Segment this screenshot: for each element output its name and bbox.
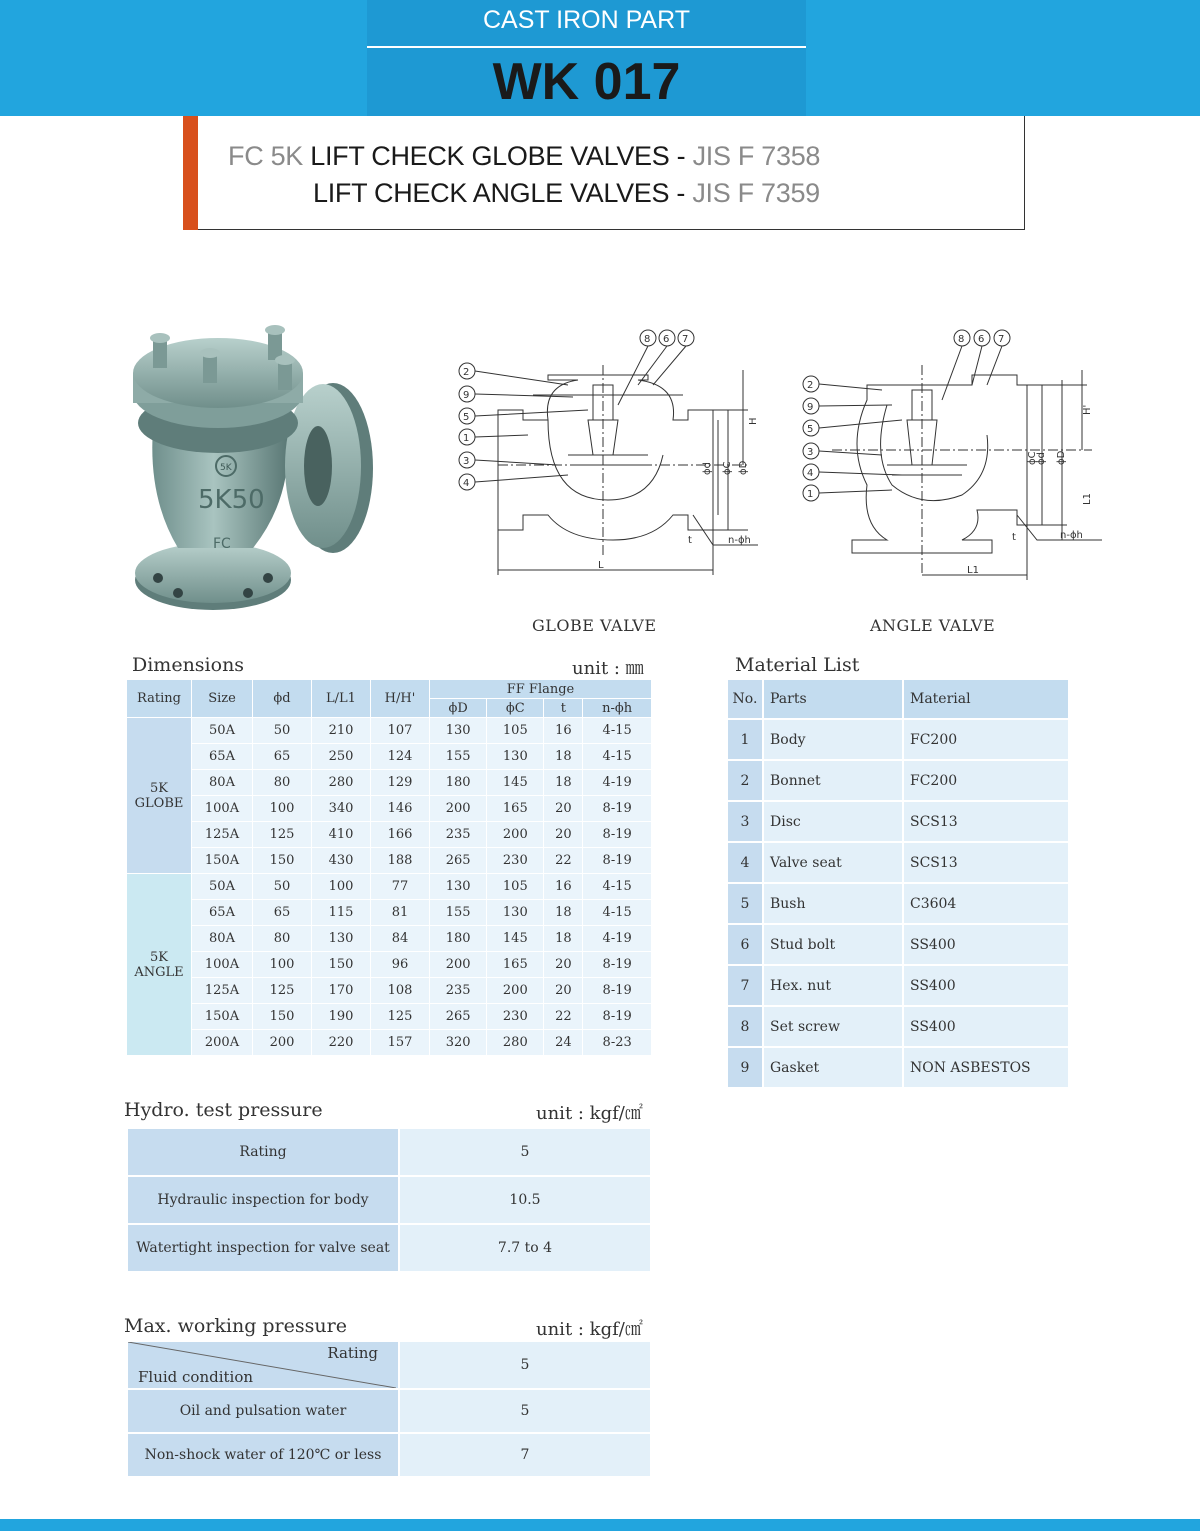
- material-part: Valve seat: [763, 842, 903, 883]
- dimension-cell: 220: [312, 1030, 371, 1056]
- angle-rating-cell: [127, 874, 192, 1056]
- dimension-cell: 96: [371, 952, 430, 978]
- col-rating: Rating: [127, 680, 192, 718]
- dimension-cell: 16: [544, 718, 583, 744]
- dimension-cell: 200: [430, 796, 487, 822]
- dimension-cell: 81: [371, 900, 430, 926]
- dimension-cell: 410: [312, 822, 371, 848]
- dimension-cell: 4-15: [583, 874, 652, 900]
- material-no: 5: [727, 883, 763, 924]
- col-flange-nh: n-ϕh: [583, 699, 652, 718]
- dimension-cell: 65A: [192, 744, 253, 770]
- globe-callout-9: 9: [463, 390, 470, 401]
- dimension-cell: 22: [544, 1004, 583, 1030]
- mwp-row: [127, 1433, 651, 1477]
- category-label: CAST IRON PART: [483, 6, 690, 34]
- dimension-cell: 155: [430, 900, 487, 926]
- title-globe-std: JIS F 7358: [692, 141, 821, 171]
- dimension-cell: 250: [312, 744, 371, 770]
- angle-rating-label-2: ANGLE: [134, 964, 184, 980]
- dimension-cell: 150A: [192, 848, 253, 874]
- angle-rating-label-1: 5K: [150, 949, 168, 965]
- mwp-diag-rating: Rating: [327, 1344, 378, 1362]
- dimension-cell: 130: [487, 900, 544, 926]
- dimension-cell: 125: [253, 978, 312, 1004]
- title-line-2: [313, 178, 820, 209]
- dimension-cell: 265: [430, 848, 487, 874]
- mwp-unit: unit : kgf/㎠: [536, 1319, 643, 1340]
- dimension-cell: 8-19: [583, 1004, 652, 1030]
- mat-col-no: No.: [727, 679, 763, 719]
- angle-callout-4: 4: [807, 468, 814, 479]
- angle-top-callouts: [954, 330, 1010, 346]
- globe-callout-3: 3: [463, 456, 470, 467]
- product-code: WK 017: [492, 53, 681, 111]
- dimension-cell: 24: [544, 1030, 583, 1056]
- dimension-cell: 170: [312, 978, 371, 1004]
- dimension-cell: 105: [487, 874, 544, 900]
- angle-dim-l1-vertical: L1: [1082, 493, 1093, 505]
- globe-callout-6: 6: [663, 334, 670, 345]
- dimension-row: [127, 848, 652, 874]
- title-accent-bar: [183, 116, 198, 230]
- photo-body-mark: 5K50: [198, 485, 265, 515]
- material-row: [727, 1047, 1069, 1088]
- col-size: Size: [192, 680, 253, 718]
- dimension-cell: 16: [544, 874, 583, 900]
- dimension-cell: 145: [487, 926, 544, 952]
- dimension-cell: 280: [487, 1030, 544, 1056]
- dimension-cell: 145: [487, 770, 544, 796]
- hydro-row: [127, 1224, 651, 1272]
- globe-callout-2: 2: [463, 367, 470, 378]
- dimension-cell: 20: [544, 796, 583, 822]
- material-row: [727, 801, 1069, 842]
- globe-callout-8: 8: [644, 334, 651, 345]
- globe-dim-c: ϕC: [722, 461, 733, 475]
- globe-callout-7: 7: [682, 334, 689, 345]
- dimension-cell: 165: [487, 952, 544, 978]
- title-prefix: FC 5K: [228, 141, 311, 171]
- dimension-cell: 200: [487, 822, 544, 848]
- dimension-cell: 4-15: [583, 900, 652, 926]
- globe-dim-d: ϕd: [702, 462, 713, 475]
- material-no: 2: [727, 760, 763, 801]
- material-row: [727, 883, 1069, 924]
- dimension-cell: 165: [487, 796, 544, 822]
- dimension-cell: 65: [253, 744, 312, 770]
- material-no: 8: [727, 1006, 763, 1047]
- dimension-cell: 430: [312, 848, 371, 874]
- dimension-cell: 150A: [192, 1004, 253, 1030]
- dimension-cell: 125: [371, 1004, 430, 1030]
- material-value: SCS13: [903, 842, 1069, 883]
- hydro-value: 7.7 to 4: [399, 1224, 651, 1272]
- dimension-row: [127, 770, 652, 796]
- col-h: H/H': [371, 680, 430, 718]
- dimension-cell: 130: [312, 926, 371, 952]
- dimension-row: [127, 796, 652, 822]
- mwp-table: [126, 1340, 652, 1478]
- material-part: Bonnet: [763, 760, 903, 801]
- dimension-row: [127, 822, 652, 848]
- dimension-cell: 157: [371, 1030, 430, 1056]
- mwp-rating-value: 5: [399, 1341, 651, 1389]
- material-part: Set screw: [763, 1006, 903, 1047]
- hydro-row: [127, 1128, 651, 1176]
- dimension-cell: 20: [544, 952, 583, 978]
- angle-dim-l1: L1: [967, 565, 979, 576]
- mwp-value: 7: [399, 1433, 651, 1477]
- dimension-cell: 188: [371, 848, 430, 874]
- material-no: 6: [727, 924, 763, 965]
- dimension-cell: 130: [430, 874, 487, 900]
- dimension-cell: 8-19: [583, 848, 652, 874]
- material-no: 4: [727, 842, 763, 883]
- dimension-cell: 146: [371, 796, 430, 822]
- material-part: Body: [763, 719, 903, 760]
- dimension-cell: 100: [253, 796, 312, 822]
- material-no: 7: [727, 965, 763, 1006]
- dimension-cell: 65A: [192, 900, 253, 926]
- angle-callout-8: 8: [958, 334, 965, 345]
- dimension-cell: 8-19: [583, 796, 652, 822]
- dimension-cell: 190: [312, 1004, 371, 1030]
- dimension-cell: 4-19: [583, 926, 652, 952]
- globe-rating-cell: [127, 718, 192, 874]
- dimension-cell: 18: [544, 926, 583, 952]
- dimension-cell: 125A: [192, 978, 253, 1004]
- material-row: [727, 965, 1069, 1006]
- material-row: [727, 842, 1069, 883]
- dimension-cell: 125A: [192, 822, 253, 848]
- material-row: [727, 924, 1069, 965]
- dimension-cell: 180: [430, 770, 487, 796]
- hydro-row: [127, 1176, 651, 1224]
- material-list-title: Material List: [735, 654, 860, 676]
- dimension-cell: 125: [253, 822, 312, 848]
- angle-valve-drawing: [792, 325, 1112, 585]
- dimension-cell: 100A: [192, 796, 253, 822]
- dimension-cell: 150: [253, 1004, 312, 1030]
- dimension-cell: 22: [544, 848, 583, 874]
- dimension-row: [127, 900, 652, 926]
- dimension-cell: 50: [253, 718, 312, 744]
- dimension-cell: 84: [371, 926, 430, 952]
- globe-dim-t: t: [688, 535, 692, 546]
- material-table: [726, 678, 1070, 1089]
- dimension-cell: 150: [312, 952, 371, 978]
- hydro-table: [126, 1127, 652, 1273]
- angle-dim-D: ϕD: [1056, 450, 1067, 465]
- hydro-label: Rating: [127, 1128, 399, 1176]
- col-ff-flange: FF Flange: [430, 680, 652, 699]
- dimension-cell: 129: [371, 770, 430, 796]
- dimension-cell: 18: [544, 770, 583, 796]
- dimension-cell: 166: [371, 822, 430, 848]
- material-part: Gasket: [763, 1047, 903, 1088]
- angle-callout-7: 7: [998, 334, 1005, 345]
- dimension-cell: 155: [430, 744, 487, 770]
- title-angle: LIFT CHECK ANGLE VALVES -: [313, 178, 693, 208]
- material-value: SS400: [903, 965, 1069, 1006]
- hydro-label: Watertight inspection for valve seat: [127, 1224, 399, 1272]
- material-part: Hex. nut: [763, 965, 903, 1006]
- material-row: [727, 760, 1069, 801]
- dimensions-title: Dimensions: [132, 654, 245, 676]
- mwp-row: [127, 1389, 651, 1433]
- material-row: [727, 1006, 1069, 1047]
- title-angle-std: JIS F 7359: [692, 178, 820, 208]
- dimension-cell: 280: [312, 770, 371, 796]
- material-value: SS400: [903, 1006, 1069, 1047]
- hydro-value: 10.5: [399, 1176, 651, 1224]
- angle-callout-1: 1: [807, 489, 814, 500]
- dimension-cell: 4-15: [583, 718, 652, 744]
- angle-dim-t: t: [1012, 532, 1016, 543]
- col-flange-t: t: [544, 699, 583, 718]
- angle-callout-5: 5: [807, 424, 814, 435]
- dimension-cell: 124: [371, 744, 430, 770]
- globe-valve-caption: GLOBE VALVE: [532, 616, 657, 635]
- footer-bar: [0, 1519, 1200, 1531]
- material-value: NON ASBESTOS: [903, 1047, 1069, 1088]
- dimension-cell: 180: [430, 926, 487, 952]
- dimension-cell: 50: [253, 874, 312, 900]
- mat-col-material: Material: [903, 679, 1069, 719]
- title-globe: LIFT CHECK GLOBE VALVES -: [310, 141, 693, 171]
- dimension-cell: 130: [430, 718, 487, 744]
- dimension-cell: 150: [253, 848, 312, 874]
- angle-callout-3: 3: [807, 447, 814, 458]
- angle-dim-n: n-ϕh: [1060, 530, 1083, 541]
- dimension-cell: 50A: [192, 718, 253, 744]
- mwp-title: Max. working pressure: [124, 1315, 347, 1337]
- col-flange-C: ϕC: [487, 699, 544, 718]
- photo-badge-mark: 5K: [220, 463, 232, 473]
- dimension-cell: 200A: [192, 1030, 253, 1056]
- dimension-cell: 8-23: [583, 1030, 652, 1056]
- dimension-cell: 20: [544, 978, 583, 1004]
- material-no: 1: [727, 719, 763, 760]
- dimension-cell: 105: [487, 718, 544, 744]
- dimension-cell: 18: [544, 900, 583, 926]
- dimension-cell: 50A: [192, 874, 253, 900]
- hydro-title: Hydro. test pressure: [124, 1099, 323, 1121]
- valve-photo: [118, 318, 388, 618]
- dimension-cell: 8-19: [583, 952, 652, 978]
- mwp-diag-fluid: Fluid condition: [138, 1368, 254, 1386]
- globe-dim-n: n-ϕh: [728, 535, 751, 546]
- photo-fc-mark: FC: [213, 536, 231, 552]
- col-d: ϕd: [253, 680, 312, 718]
- dimension-row: [127, 874, 652, 900]
- dimension-row: [127, 1004, 652, 1030]
- dimension-cell: 115: [312, 900, 371, 926]
- angle-callout-6: 6: [978, 334, 985, 345]
- angle-valve-caption: ANGLE VALVE: [870, 616, 996, 635]
- dimension-cell: 210: [312, 718, 371, 744]
- globe-callout-4: 4: [463, 478, 470, 489]
- dimension-cell: 80: [253, 770, 312, 796]
- dimension-row: [127, 978, 652, 1004]
- mat-col-parts: Parts: [763, 679, 903, 719]
- angle-callout-9: 9: [807, 402, 814, 413]
- material-no: 9: [727, 1047, 763, 1088]
- dimension-cell: 77: [371, 874, 430, 900]
- material-value: FC200: [903, 719, 1069, 760]
- globe-callout-5: 5: [463, 412, 470, 423]
- material-part: Stud bolt: [763, 924, 903, 965]
- globe-top-callouts: [640, 330, 694, 346]
- dimension-cell: 265: [430, 1004, 487, 1030]
- dimension-cell: 230: [487, 1004, 544, 1030]
- globe-valve-drawing: [448, 325, 778, 580]
- material-part: Disc: [763, 801, 903, 842]
- dimension-cell: 80: [253, 926, 312, 952]
- mwp-value: 5: [399, 1389, 651, 1433]
- hydro-unit: unit : kgf/㎠: [536, 1103, 643, 1124]
- material-value: SS400: [903, 924, 1069, 965]
- dimension-row: [127, 744, 652, 770]
- col-l: L/L1: [312, 680, 371, 718]
- dimension-cell: 320: [430, 1030, 487, 1056]
- angle-side-callouts: [803, 376, 819, 501]
- globe-rating-label-1: 5K: [150, 780, 168, 796]
- material-value: SCS13: [903, 801, 1069, 842]
- dimension-cell: 340: [312, 796, 371, 822]
- dimensions-unit: unit : ㎜: [572, 658, 644, 679]
- dimension-cell: 200: [430, 952, 487, 978]
- globe-dim-h: H: [748, 417, 759, 425]
- globe-dim-l: L: [598, 560, 604, 571]
- dimension-cell: 100A: [192, 952, 253, 978]
- angle-dim-d: ϕd: [1036, 452, 1047, 465]
- mwp-label: Oil and pulsation water: [127, 1389, 399, 1433]
- dimension-cell: 80A: [192, 926, 253, 952]
- dimension-cell: 4-15: [583, 744, 652, 770]
- dimension-cell: 130: [487, 744, 544, 770]
- hydro-label: Hydraulic inspection for body: [127, 1176, 399, 1224]
- dimensions-table: [126, 679, 652, 1056]
- globe-dim-D: ϕD: [738, 460, 749, 475]
- dimension-row: [127, 952, 652, 978]
- angle-dim-c: ϕC: [1027, 451, 1038, 465]
- globe-callout-1: 1: [463, 433, 470, 444]
- mwp-label: Non-shock water of 120℃ or less: [127, 1433, 399, 1477]
- dimension-cell: 235: [430, 822, 487, 848]
- hydro-value: 5: [399, 1128, 651, 1176]
- material-value: C3604: [903, 883, 1069, 924]
- globe-side-callouts: [459, 363, 475, 490]
- title-line-1: [228, 141, 820, 172]
- dimension-row: [127, 718, 652, 744]
- dimension-cell: 8-19: [583, 822, 652, 848]
- title-box: [183, 116, 1025, 230]
- header-divider: [367, 46, 806, 48]
- dimension-row: [127, 1030, 652, 1056]
- mwp-diag-header: [127, 1341, 399, 1389]
- dimension-cell: 18: [544, 744, 583, 770]
- material-row: [727, 719, 1069, 760]
- material-no: 3: [727, 801, 763, 842]
- angle-dim-h: H': [1082, 404, 1093, 415]
- dimension-row: [127, 926, 652, 952]
- dimension-cell: 100: [253, 952, 312, 978]
- dimension-cell: 200: [253, 1030, 312, 1056]
- dimension-cell: 100: [312, 874, 371, 900]
- dimension-cell: 200: [487, 978, 544, 1004]
- col-flange-D: ϕD: [430, 699, 487, 718]
- dimension-cell: 107: [371, 718, 430, 744]
- dimension-cell: 80A: [192, 770, 253, 796]
- dimension-cell: 65: [253, 900, 312, 926]
- dimension-cell: 4-19: [583, 770, 652, 796]
- dimension-cell: 8-19: [583, 978, 652, 1004]
- dimension-cell: 20: [544, 822, 583, 848]
- dimension-cell: 230: [487, 848, 544, 874]
- dimension-cell: 235: [430, 978, 487, 1004]
- material-part: Bush: [763, 883, 903, 924]
- material-value: FC200: [903, 760, 1069, 801]
- angle-callout-2: 2: [807, 380, 814, 391]
- dimension-cell: 108: [371, 978, 430, 1004]
- globe-rating-label-2: GLOBE: [134, 795, 184, 811]
